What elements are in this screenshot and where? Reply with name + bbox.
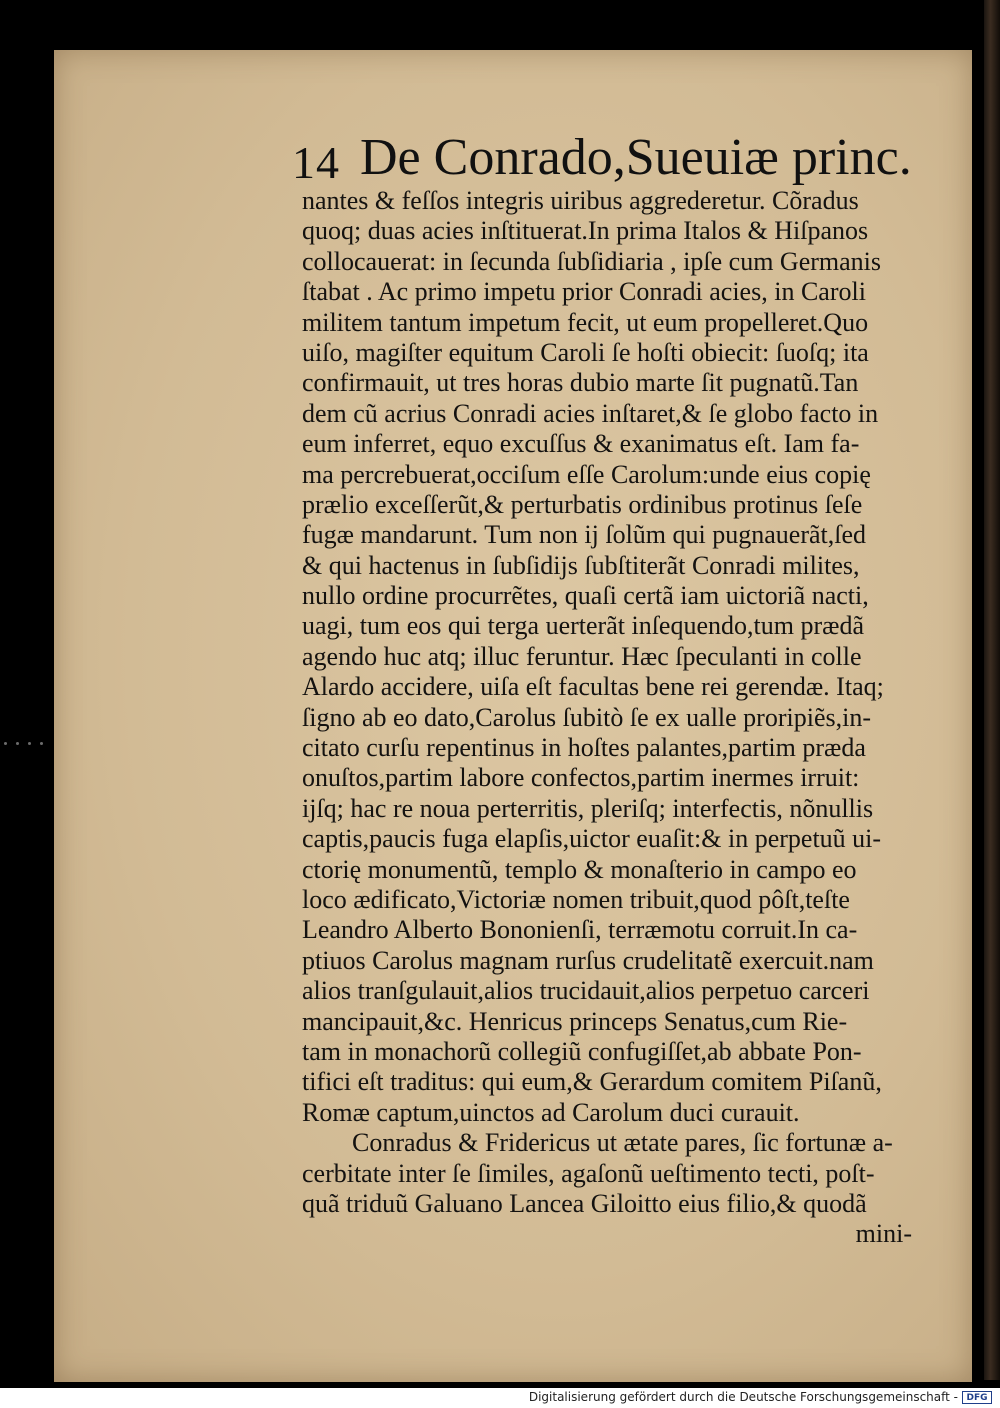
text-line: quoq; duas acies inſtituerat.In prima Italos & Hiſpanos bbox=[302, 216, 869, 246]
text-line: tifici eſt traditus: qui eum,& Gerardum comitem Piſanũ, bbox=[302, 1067, 882, 1097]
text-line: ſtabat . Ac primo impetu prior Conradi acies, in Caroli bbox=[302, 277, 866, 307]
dfg-logo: DFG bbox=[962, 1391, 992, 1404]
text-line: ma percrebuerat,occiſum eſſe Carolum:unde eius copię bbox=[302, 459, 871, 489]
footer-bar bbox=[0, 1388, 1000, 1408]
footer-credit: Digitalisierung gefördert durch die Deutsche Forschungsgemeinschaft - bbox=[528, 1390, 958, 1404]
text-line: militem tantum impetum fecit, ut eum propelleret.Quo bbox=[302, 307, 869, 337]
text-line: onuſtos,partim labore confectos,partim inermes irruit: bbox=[302, 763, 860, 793]
text-line: dem cũ acrius Conradi acies inſtaret,& ſe globo facto in bbox=[302, 398, 879, 428]
text-line: quã triduũ Galuano Lancea Giloitto eius filio,& quodã bbox=[302, 1188, 867, 1218]
text-line: nantes & feſſos integris uiribus aggrederetur. Cõradus bbox=[302, 186, 859, 215]
text-line: confirmauit, ut tres horas dubio marte ſit pugnatũ.Tan bbox=[302, 368, 859, 398]
text-line: Alardo accidere, uiſa eſt facultas bene rei gerendæ. Itaq; bbox=[302, 672, 884, 702]
text-line: captis,paucis fuga elapſis,uictor euaſit:& in perpetuũ ui- bbox=[302, 824, 882, 854]
scan-edge bbox=[984, 0, 1000, 1380]
text-line: fugæ mandarunt. Tum non ij ſolũm qui pugnauerãt,ſed bbox=[302, 520, 867, 550]
text-line: ijſq; hac re noua perterritis, pleriſq; interfectis, nõnullis bbox=[302, 793, 874, 823]
text-line: Conradus & Fridericus ut ætate pares, ſic fortunæ a- bbox=[352, 1128, 893, 1158]
text-line: ctorię monumentũ, templo & monaſterio in campo eo bbox=[302, 854, 857, 884]
text-line: tam in monachorũ collegiũ confugiſſet,ab abbate Pon- bbox=[302, 1036, 862, 1066]
text-line: Romæ captum,uinctos ad Carolum duci curauit. bbox=[302, 1097, 800, 1127]
scan-gutter-marks bbox=[4, 742, 44, 752]
text-line: citato curſu repentinus in hoſtes palantes,partim præda bbox=[302, 733, 866, 763]
text-line: prælio exceſſerũt,& perturbatis ordinibus protinus ſeſe bbox=[302, 489, 863, 519]
text-line: uiſo, magiſter equitum Caroli ſe hoſti obiecit: ſuoſq; ita bbox=[302, 337, 869, 367]
text-line: ptiuos Carolus magnam rurſus crudelitatẽ exercuit.nam bbox=[302, 945, 874, 975]
text-line: & qui hactenus in ſubſidijs ſubſtiterãt Conradi milites, bbox=[302, 550, 860, 580]
text-line: collocauerat: in ſecunda ſubſidiaria , ipſe cum Germanis bbox=[302, 246, 882, 276]
text-line: nullo ordine procurrẽtes, quaſi certã iam uictoriã nacti, bbox=[302, 581, 869, 611]
page-number: 14 bbox=[292, 137, 340, 188]
page-header bbox=[292, 124, 912, 194]
running-title: De Conrado,Sueuiæ princ. bbox=[360, 129, 912, 186]
body-text bbox=[302, 186, 912, 1250]
text-line: mini- bbox=[855, 1219, 912, 1249]
text-line: mancipauit,&c. Henricus princeps Senatus,cum Rie- bbox=[302, 1006, 848, 1036]
text-line: cerbitate inter ſe ſimiles, agaſonũ ueſtimento tecti, poſt- bbox=[302, 1158, 875, 1188]
text-line: ſigno ab eo dato,Carolus ſubitò ſe ex ualle proripiẽs,in- bbox=[302, 702, 871, 732]
text-line: Leandro Alberto Bononienſi, terræmotu corruit.In ca- bbox=[302, 915, 858, 945]
text-line: eum inferret, equo excuſſus & exanimatus eſt. Iam fa- bbox=[302, 429, 860, 459]
text-line: loco ædificato,Victoriæ nomen tribuit,quod pôſt,teſte bbox=[302, 884, 850, 914]
text-line: alios tranſgulauit,alios trucidauit,alios perpetuo carceri bbox=[302, 976, 870, 1006]
text-line: uagi, tum eos qui terga uerterãt inſequendo,tum prædã bbox=[302, 611, 864, 641]
text-line: agendo huc atq; illuc feruntur. Hæc ſpeculanti in colle bbox=[302, 641, 862, 671]
